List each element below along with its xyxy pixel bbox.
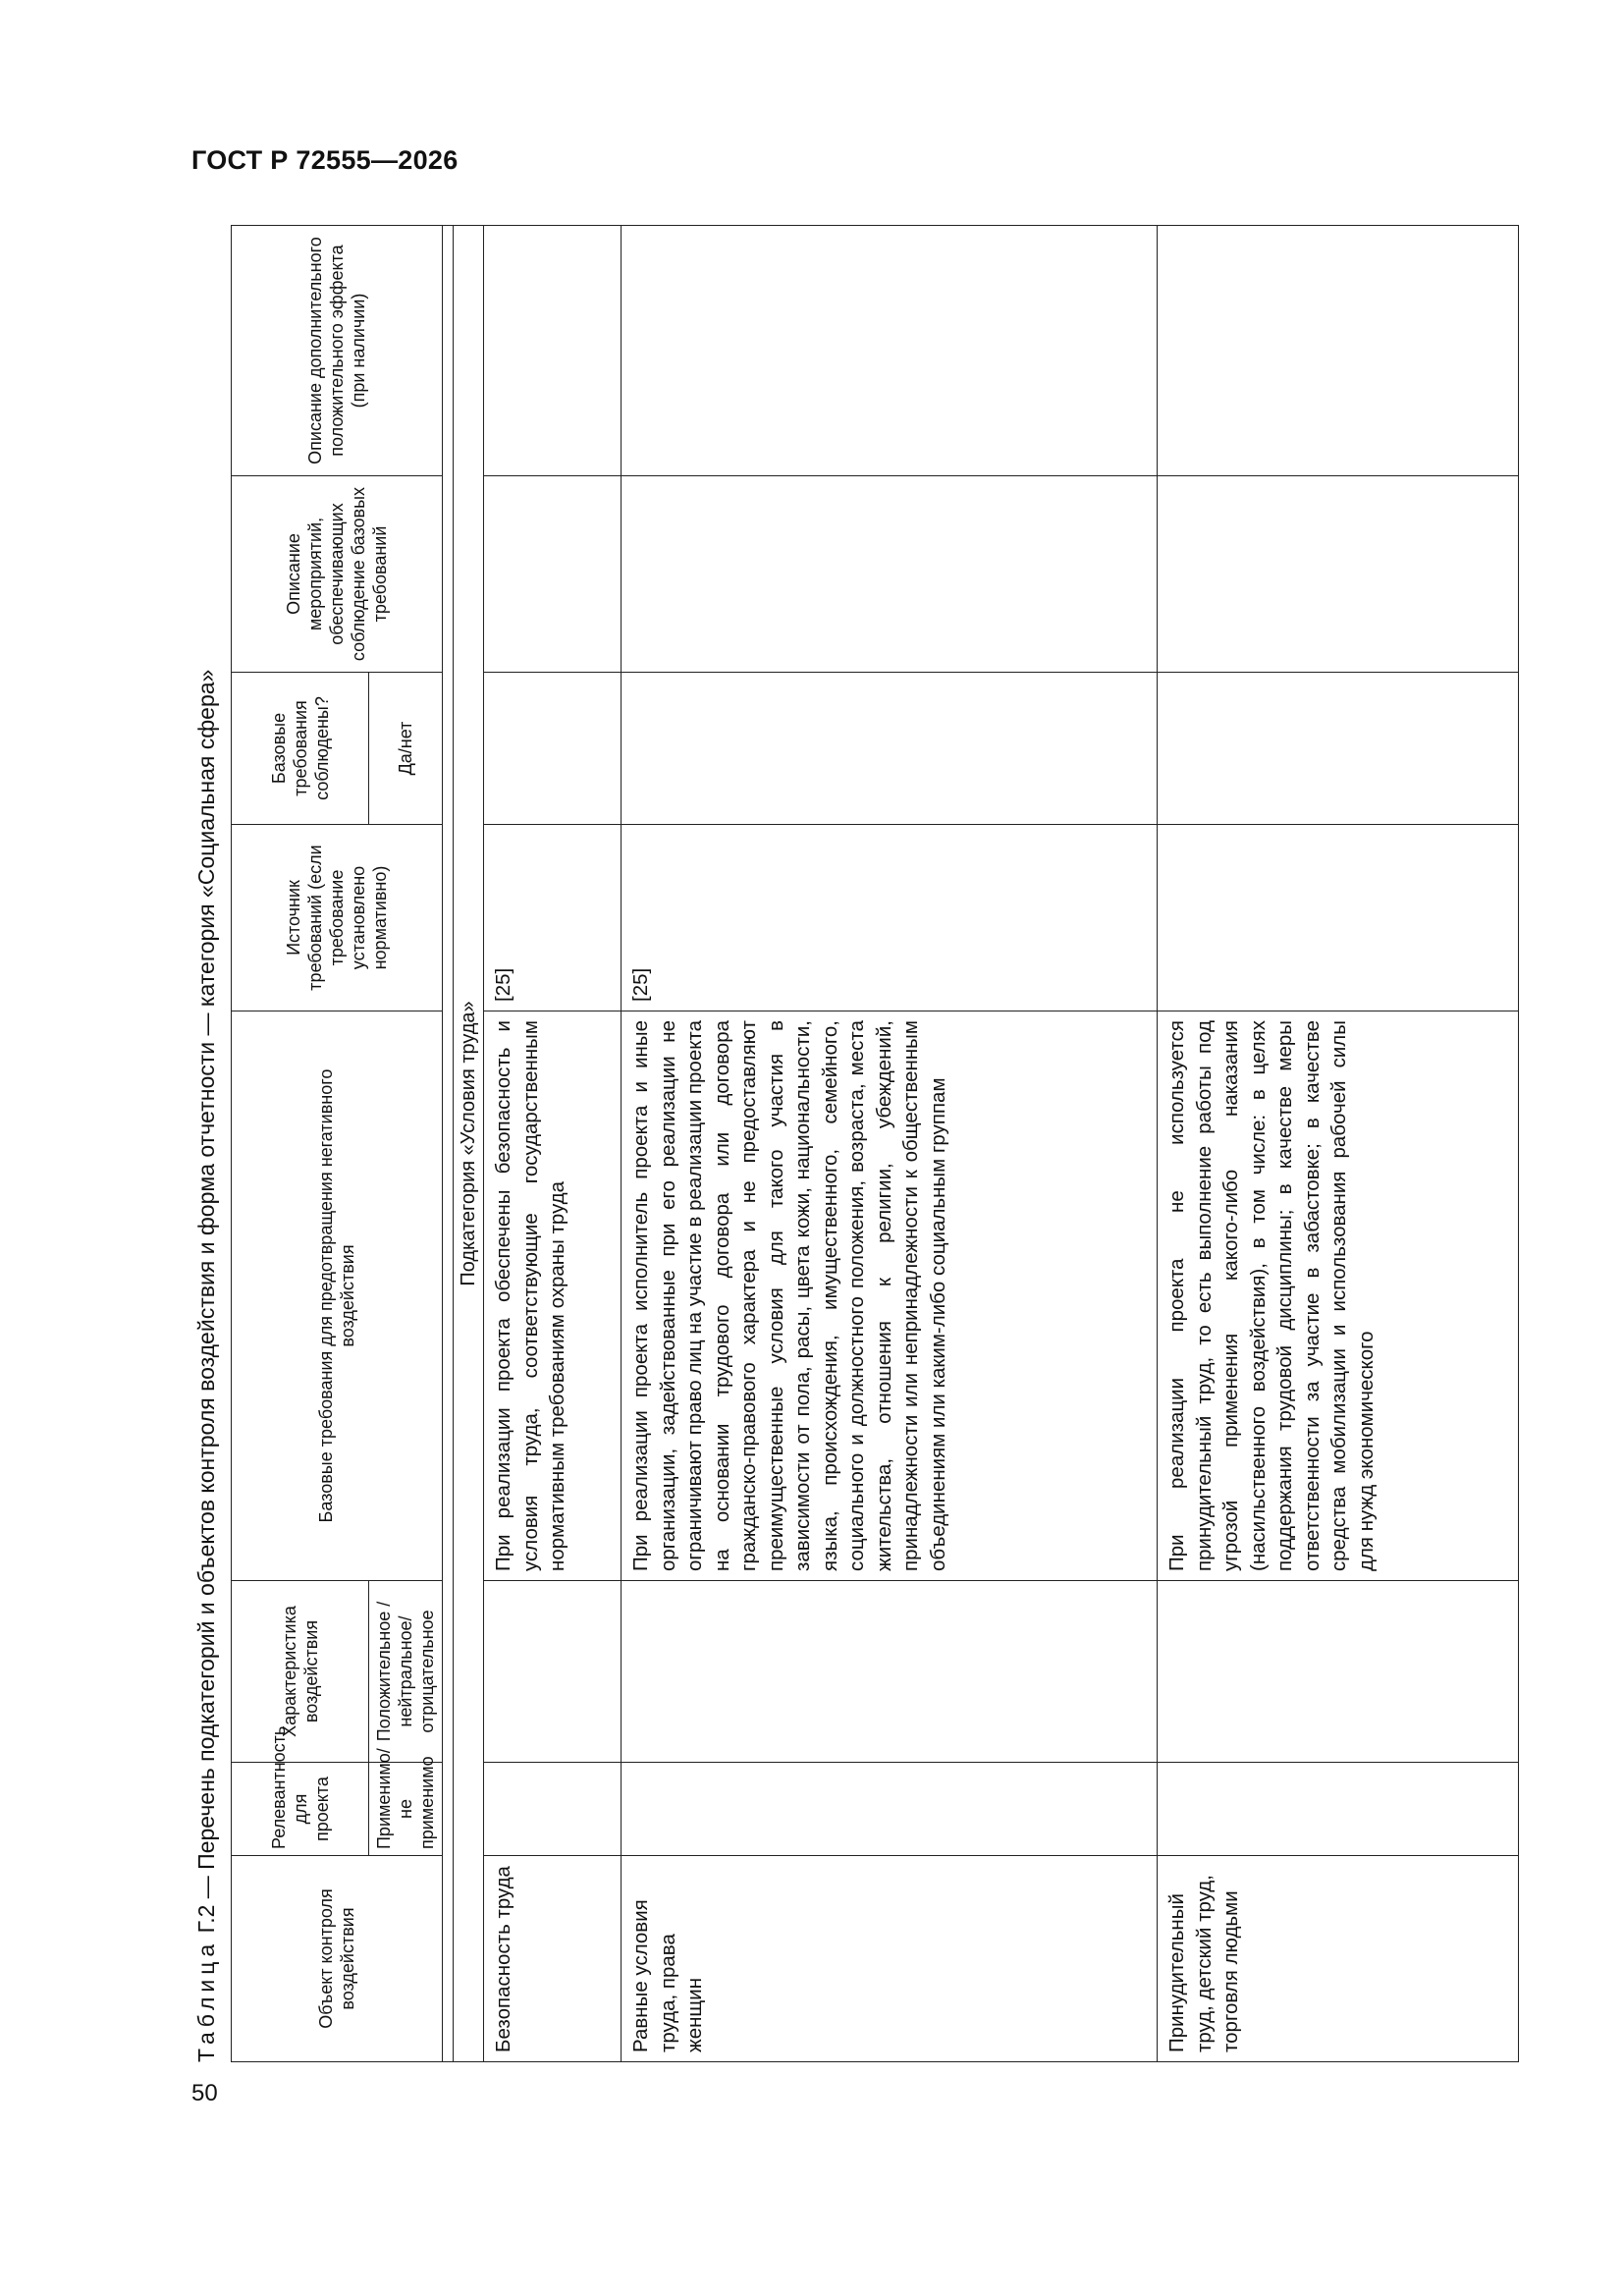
characteristic-cell [1158, 1581, 1519, 1763]
header-observed: Базовые требования соблюдены? [232, 673, 369, 825]
object-cell: Безопасность труда [484, 1856, 622, 2062]
standard-designation: ГОСТ Р 72555—2026 [191, 145, 459, 175]
header-observed-sub: Да/нет [369, 673, 443, 825]
characteristic-cell [484, 1581, 622, 1763]
subcategory-row: Подкатегория «Условия труда» [454, 226, 484, 2062]
source-cell [1158, 825, 1519, 1011]
table-row [1158, 226, 1519, 2062]
caption-text: Г.2 — Перечень подкатегорий и объектов контроля воздействия и форма отчетности — категория «Социальная сфера» [193, 669, 219, 1940]
measures-cell [1158, 476, 1519, 673]
effect-cell [1158, 226, 1519, 476]
page-number: 50 [191, 2080, 218, 2106]
header-relevance: Релевантность для проекта [232, 1763, 369, 1856]
header-object: Объект контроля воздействия [232, 1856, 443, 2062]
requirement-cell: При реализации проекта не используется принудительный труд, то есть выполнение работы под угрозой применения какого-либо наказания (насильственного воздействия), в том числе: в целях поддержания трудовой дисциплины; в качестве меры ответственности за участие в забастовке; в качестве средства мобилизации и использования рабочей силы для нужд экономического [1158, 1011, 1519, 1581]
effect-cell [484, 226, 622, 476]
measures-cell [622, 476, 1158, 673]
observed-cell [622, 673, 1158, 825]
observed-cell [484, 673, 622, 825]
table-caption [191, 226, 231, 2062]
observed-cell [1158, 673, 1519, 825]
header-separator [443, 226, 454, 2062]
header-characteristic-sub: Положительное /нейтральное/ отрицательное [369, 1581, 443, 1763]
object-cell: Равные условия труда, права женщин [622, 1856, 1158, 2062]
relevance-cell [1158, 1763, 1519, 1856]
rotated-table-block [191, 226, 1438, 2062]
source-cell: [25] [622, 825, 1158, 1011]
object-cell: Принудительный труд, детский труд, торговля людьми [1158, 1856, 1519, 2062]
table-row [622, 226, 1158, 2062]
measures-cell [484, 476, 622, 673]
effect-cell [622, 226, 1158, 476]
header-effect: Описание дополнительного положительного эффекта (при наличии) [232, 226, 443, 476]
header-measures: Описание мероприятий, обеспечивающих соблюдение базовых требований [232, 476, 443, 673]
header-characteristic: Характеристика воздействия [232, 1581, 369, 1763]
header-relevance-sub: Применимо/ не применимо [369, 1763, 443, 1856]
requirement-cell: При реализации проекта исполнитель проекта и иные организации, задействованные при его реализации не ограничивают право лиц на участие в реализации проекта на основании трудового договора или договора гражданско-правового характера и не предоставляют преимущественные условия для такого участия в зависимости от пола, расы, цвета кожи, национальности, языка, происхождения, имущественного, семейного, социального и должностного положения, возраста, места жительства, отношения к религии, убеждений, принадлежности или непринадлежности к общественным объединениям или каким-либо социальным группам [622, 1011, 1158, 1581]
table-row [484, 226, 622, 2062]
social-sphere-table [231, 225, 1519, 2062]
caption-label: Таблица [193, 1939, 219, 2062]
relevance-cell [622, 1763, 1158, 1856]
source-cell: [25] [484, 825, 622, 1011]
header-source: Источник требований (если требование установлено нормативно) [232, 825, 443, 1011]
header-requirements: Базовые требования для предотвращения негативного воздействия [232, 1011, 443, 1581]
characteristic-cell [622, 1581, 1158, 1763]
relevance-cell [484, 1763, 622, 1856]
requirement-cell: При реализации проекта обеспечены безопасность и условия труда, соответствующие государственным нормативным требованиям охраны труда [484, 1011, 622, 1581]
